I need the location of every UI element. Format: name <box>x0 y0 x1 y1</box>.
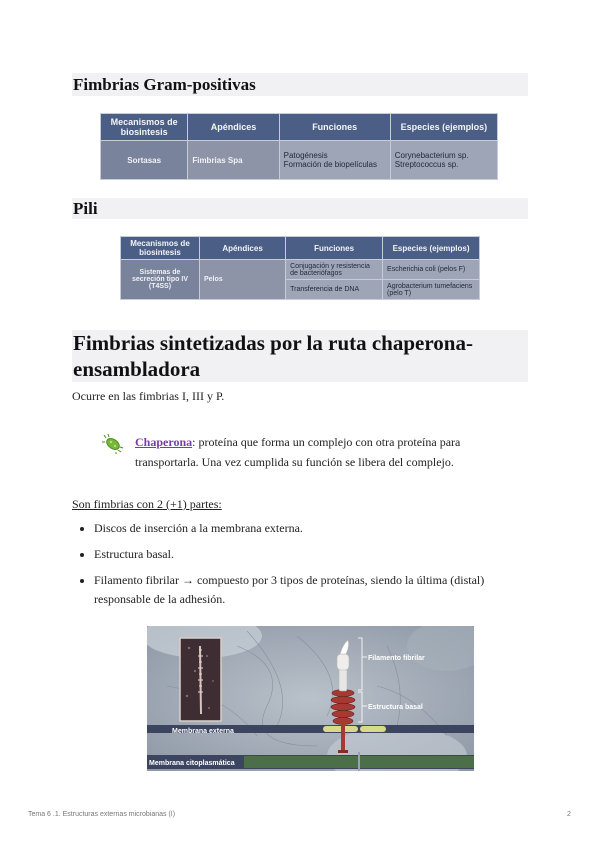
function-item: Patogénesis <box>283 151 328 160</box>
table-header: Mecanismos de biosintesis <box>101 114 188 141</box>
table-cell-function: Transferencia de DNA <box>286 280 383 300</box>
table-header-row <box>121 237 480 260</box>
section-title-gram-positive: Fimbrias Gram-positivas <box>72 73 528 96</box>
section-title-chaperone: Fimbrias sintetizadas por la ruta chaperona-ensambladora <box>72 330 528 382</box>
table-header: Funciones <box>286 237 383 260</box>
table-cell-functions <box>279 141 390 180</box>
table-cell-appendage: Fimbrias Spa <box>188 141 279 180</box>
chaperone-note <box>135 432 495 472</box>
page-number: 2 <box>567 811 571 818</box>
table-cell-mechanism: Sistemas de secreción tipo IV (T4SS) <box>121 260 200 300</box>
table-cell-mechanism: Sortasas <box>101 141 188 180</box>
table-cell-function: Conjugación y resistencia de bacteriófagos <box>286 260 383 280</box>
function-item: Formación de biopelículas <box>283 160 378 169</box>
intro-text: Ocurre en las fimbrias I, III y P. <box>72 389 225 403</box>
parts-list <box>72 519 524 616</box>
table-header: Apéndices <box>199 237 285 260</box>
chaperone-definition: : proteína que forma un complejo con otra proteína para transportarla. Una vez cumplida su función se libera del complejo. <box>135 435 461 469</box>
basal-label: Estructura basal <box>368 704 423 711</box>
section-title-pili: Pili <box>72 198 528 219</box>
outer-membrane-label: Membrana externa <box>172 728 234 735</box>
table-header: Especies (ejemplos) <box>390 114 497 141</box>
gram-positive-table <box>100 113 498 180</box>
fimbria-structure-figure <box>147 626 474 771</box>
species-item: Streptococcus sp. <box>394 160 459 169</box>
table-cell-appendage: Pelos <box>199 260 285 300</box>
table-header-row <box>101 114 498 141</box>
table-row <box>101 141 498 180</box>
table-row <box>121 260 480 280</box>
table-header: Funciones <box>279 114 390 141</box>
table-header: Apéndices <box>188 114 279 141</box>
filament-label: Filamento fibrilar <box>368 655 425 662</box>
chaperone-term-link[interactable]: Chaperona <box>135 435 193 449</box>
table-header: Mecanismos de biosintesis <box>121 237 200 260</box>
footer-title: Tema 6 .1. Estructuras externas microbianas (I) <box>28 811 176 818</box>
table-cell-species <box>390 141 497 180</box>
parts-heading: Son fimbrias con 2 (+1) partes: <box>72 497 222 511</box>
table-cell-species: Agrobacterium tumefaciens (pelo T) <box>383 280 480 300</box>
table-header: Especies (ejemplos) <box>383 237 480 260</box>
bacterium-icon <box>102 434 124 459</box>
pili-table <box>120 236 480 300</box>
list-item: • Estructura basal. <box>94 545 524 564</box>
list-item: • Discos de inserción a la membrana externa. <box>94 519 524 538</box>
cytoplasmic-membrane-label: Membrana citoplasmática <box>149 760 235 767</box>
table-cell-species: Escherichia coli (pelos F) <box>383 260 480 280</box>
species-item: Corynebacterium sp. <box>394 151 469 160</box>
list-item: • Filamento fibrilar → compuesto por 3 tipos de proteínas, siendo la última (distal) responsable de la adhesión. <box>94 571 524 609</box>
